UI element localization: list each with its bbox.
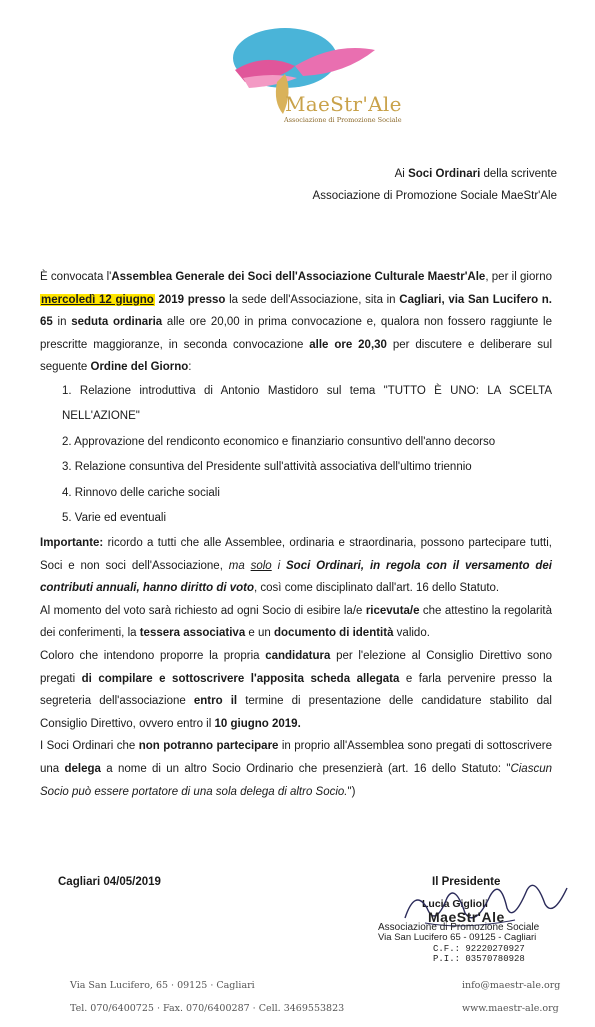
agenda-item: 3. Relazione consuntiva del Presidente sull'attività associativa dell'ultimo triennio — [62, 461, 472, 474]
stamp-subtitle: Associazione di Promozione Sociale — [378, 921, 540, 933]
agenda-list — [40, 379, 552, 532]
document-body — [40, 266, 552, 803]
association-stamp — [378, 909, 540, 965]
logo-subtitle: Associazione di Promozione Sociale — [284, 116, 402, 124]
delegation-paragraph: I Soci Ordinari che non potranno partecipare in proprio all'Assemblea sono pregati di sottoscrivere una delega a nome di un altro Socio Ordinario che presenzierà (art. 16 dello Statuto: "Ciascun Socio può essere portatore di una sola delega di altro Socio.") — [40, 740, 552, 798]
agenda-item: 5. Varie ed eventuali — [62, 512, 166, 525]
agenda-item: 4. Rinnovo delle cariche sociali — [62, 486, 220, 499]
important-paragraph: Importante: ricordo a tutti che alle Assemblee, ordinaria e straordinaria, possono partecipare tutti, Soci e non soci dell'Associazione, ma solo i Soci Ordinari, in regola con il versamento dei contributi annuali, hanno diritto di voto, così come disciplinato dall'art. 16 dello Statuto. — [40, 536, 552, 595]
stamp-address: Via San Lucifero 65 - 09125 - Cagliari — [378, 932, 537, 943]
candidacy-paragraph: Coloro che intendono proporre la propria candidatura per l'elezione al Consiglio Direttivo sono pregati di compilare e sottoscrivere l'apposita scheda allegata e farla pervenire presso la segreteria dell'associazione entro il termine di presentazione delle candidature stabilito dal Consiglio Direttivo, ovvero entro il 10 giugno 2019. — [40, 649, 553, 730]
footer-website: www.maestr-ale.org — [462, 1003, 559, 1014]
recipient-line-2: Associazione di Promozione Sociale MaeStr'Ale — [312, 190, 557, 202]
stamp-piva: P.I.: 03570780928 — [433, 954, 525, 964]
president-name: Lucia Giglioli — [422, 898, 488, 910]
stamp-cf: C.F.: 92220270927 — [433, 943, 525, 954]
president-title: Il Presidente — [432, 876, 501, 888]
footer-phones: Tel. 070/6400725 · Fax. 070/6400287 · Cell. 3469553823 — [70, 1003, 345, 1014]
stamp-title: MaeStr'Ale — [428, 909, 505, 925]
logo-name: MaeStr'Ale — [285, 92, 402, 116]
recipient-line-1: Ai Soci Ordinari della scrivente — [394, 168, 557, 180]
place-date: Cagliari 04/05/2019 — [58, 876, 161, 888]
footer-address: Via San Lucifero, 65 · 09125 · Cagliari — [70, 980, 255, 991]
footer-email: info@maestr-ale.org — [462, 980, 561, 991]
agenda-item: 2. Approvazione del rendiconto economico e finanziario consuntivo dell'anno decorso — [62, 435, 496, 448]
agenda-item: 1. Relazione introduttiva di Antonio Mastidoro sul tema "TUTTO È UNO: LA SCELTA NELL'AZIONE" — [62, 384, 552, 423]
meeting-date-highlight: mercoledì 12 giugno — [41, 293, 154, 306]
voting-paragraph: Al momento del voto sarà richiesto ad ogni Socio di esibire la/e ricevuta/e che attestino la regolarità dei conferimenti, la tessera associativa e un documento di identità valido. — [40, 604, 552, 640]
intro-paragraph: È convocata l'Assemblea Generale dei Soci dell'Associazione Culturale Maestr'Ale, per il giorno mercoledì 12 giugno 2019 presso la sede dell'Associazione, sita in Cagliari, via San Lucifero n. 65 in seduta ordinaria alle ore 20,00 in prima convocazione e, qualora non fossero raggiunte le prescritte maggioranze, in seconda convocazione alle ore 20,30 per discutere e deliberare sul seguente Ordine del Giorno: — [40, 271, 552, 374]
